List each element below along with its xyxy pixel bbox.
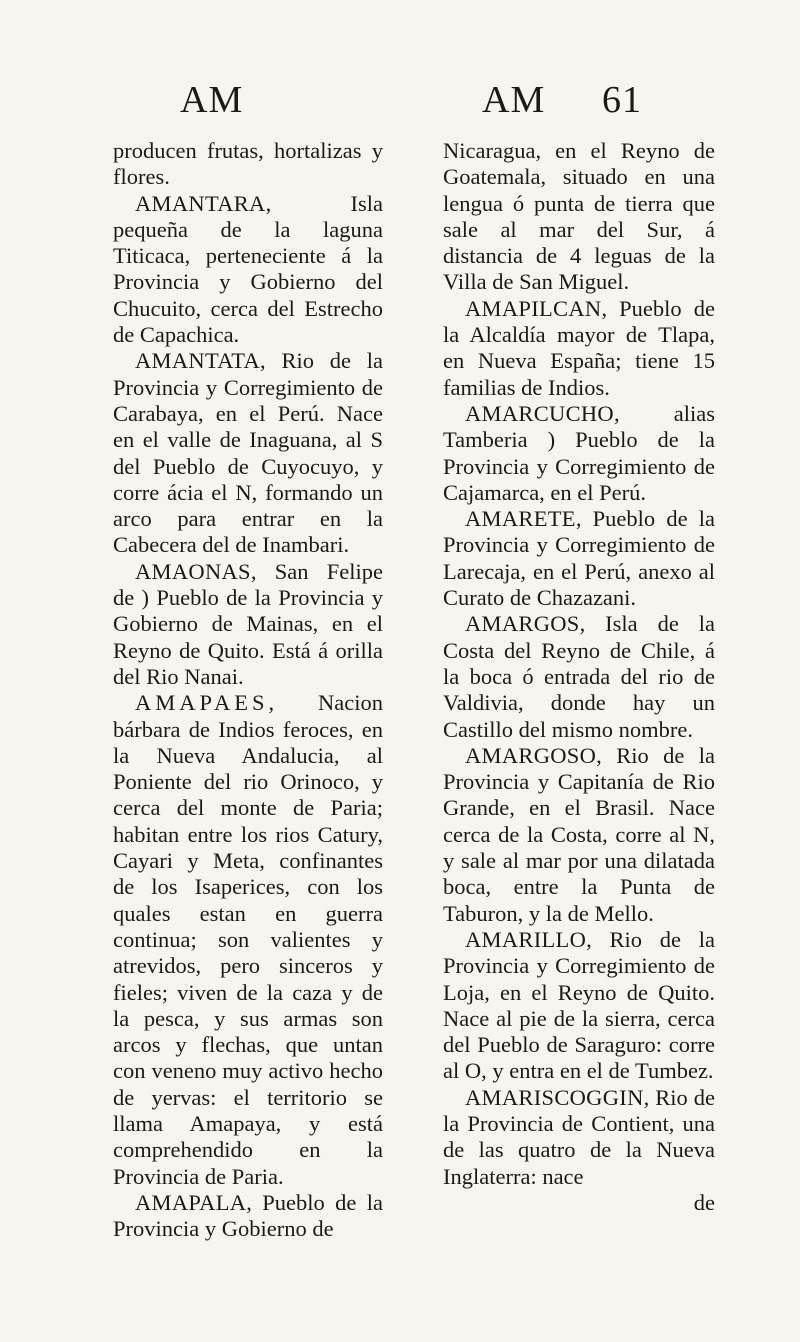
page-number: 61	[602, 79, 642, 121]
entry-amargoso: AMARGOSO, Rio de la Provincia y Capitanía de Rio Grande, en el Brasil. Nace cerca de la Costa, corre al N, y sale al mar por una dilatada boca, entre la Punta de Taburon, y la de Mello.	[443, 742, 715, 926]
entry-amariscoggin: AMARISCOGGIN, Rio de la Provincia de Contient, una de las quatro de la Nueva Inglaterra: nace	[443, 1084, 715, 1189]
entry-headword: AMAPAES	[135, 690, 269, 716]
entry-amapala: AMAPALA, Pueblo de la Provincia y Gobierno de	[113, 1189, 383, 1242]
entry-headword: AMANTARA	[135, 190, 266, 216]
running-header	[0, 78, 800, 128]
catchword: de	[693, 1189, 715, 1215]
entry-headword: AMARILLO	[465, 926, 587, 952]
entry-headword: AMARGOS	[465, 611, 580, 637]
entry-headword: AMAPALA	[135, 1189, 247, 1215]
entry-amantara: AMANTARA, Isla pequeña de la laguna Titicaca, perteneciente á la Provincia y Gobierno del Chucuito, cerca del Estrecho de Capachica.	[113, 190, 383, 348]
header-left-guide: AM	[180, 79, 244, 121]
right-column	[443, 138, 715, 1216]
entry-amapaes: AMAPAES, Nacion bárbara de Indios feroces, en la Nueva Andalucia, al Poniente del rio Orinoco, y cerca del monte de Paria; habitan entre los rios Catury, Cayari y Meta, confinantes de los Isaperices, con los quales estan en guerra continua; son valientes y atrevidos, pero sinceros y fieles; viven de la caza y de la pesca, y sus armas son arcos y flechas, que untan con veneno muy activo hecho de yervas: el territorio se llama Amapaya, y está comprehendido en la Provincia de Paria.	[113, 690, 383, 1189]
entry-headword: AMARISCOGGIN	[465, 1084, 644, 1110]
entry-amarete: AMARETE, Pueblo de la Provincia y Corregimiento de Larecaja, en el Perú, anexo al Curato de Chazazani.	[443, 506, 715, 611]
left-column	[113, 138, 383, 1242]
entry-headword: AMANTATA	[135, 348, 261, 374]
entry-continuation: producen frutas, hortalizas y flores.	[113, 138, 383, 190]
entry-amargos: AMARGOS, Isla de la Costa del Reyno de Chile, á la boca ó entrada del rio de Valdivia, donde hay un Castillo del mismo nombre.	[443, 611, 715, 742]
header-right-guide: AM	[482, 79, 546, 121]
entry-continuation: Nicaragua, en el Reyno de Goatemala, situado en una lengua ó punta de tierra que sale al mar del Sur, á distancia de 4 leguas de la Villa de San Miguel.	[443, 138, 715, 295]
entry-amarcucho: AMARCUCHO, alias Tamberia ) Pueblo de la Provincia y Corregimiento de Cajamarca, en el Perú.	[443, 400, 715, 505]
entry-amaonas: AMAONAS, San Felipe de ) Pueblo de la Provincia y Gobierno de Mainas, en el Reyno de Quito. Está á orilla del Rio Nanai.	[113, 558, 383, 689]
entry-amarillo: AMARILLO, Rio de la Provincia y Corregimiento de Loja, en el Reyno de Quito. Nace al pie de la sierra, cerca del Pueblo de Saraguro: corre al O, y entra en el de Tumbez.	[443, 926, 715, 1084]
entry-headword: AMARCUCHO	[465, 400, 614, 426]
entry-headword: AMARETE	[465, 506, 576, 532]
entry-headword: AMAPILCAN	[465, 295, 602, 321]
entry-headword: AMARGOSO	[465, 742, 597, 768]
entry-headword: AMAONAS	[135, 558, 251, 584]
entry-amapilcan: AMAPILCAN, Pueblo de la Alcaldía mayor de Tlapa, en Nueva España; tiene 15 familias de Indios.	[443, 295, 715, 400]
entry-amantata: AMANTATA, Rio de la Provincia y Corregimiento de Carabaya, en el Perú. Nace en el valle de Inaguana, al S del Pueblo de Cuyocuyo, y corre ácia el N, formando un arco para entrar en la Cabecera del de Inambari.	[113, 348, 383, 558]
